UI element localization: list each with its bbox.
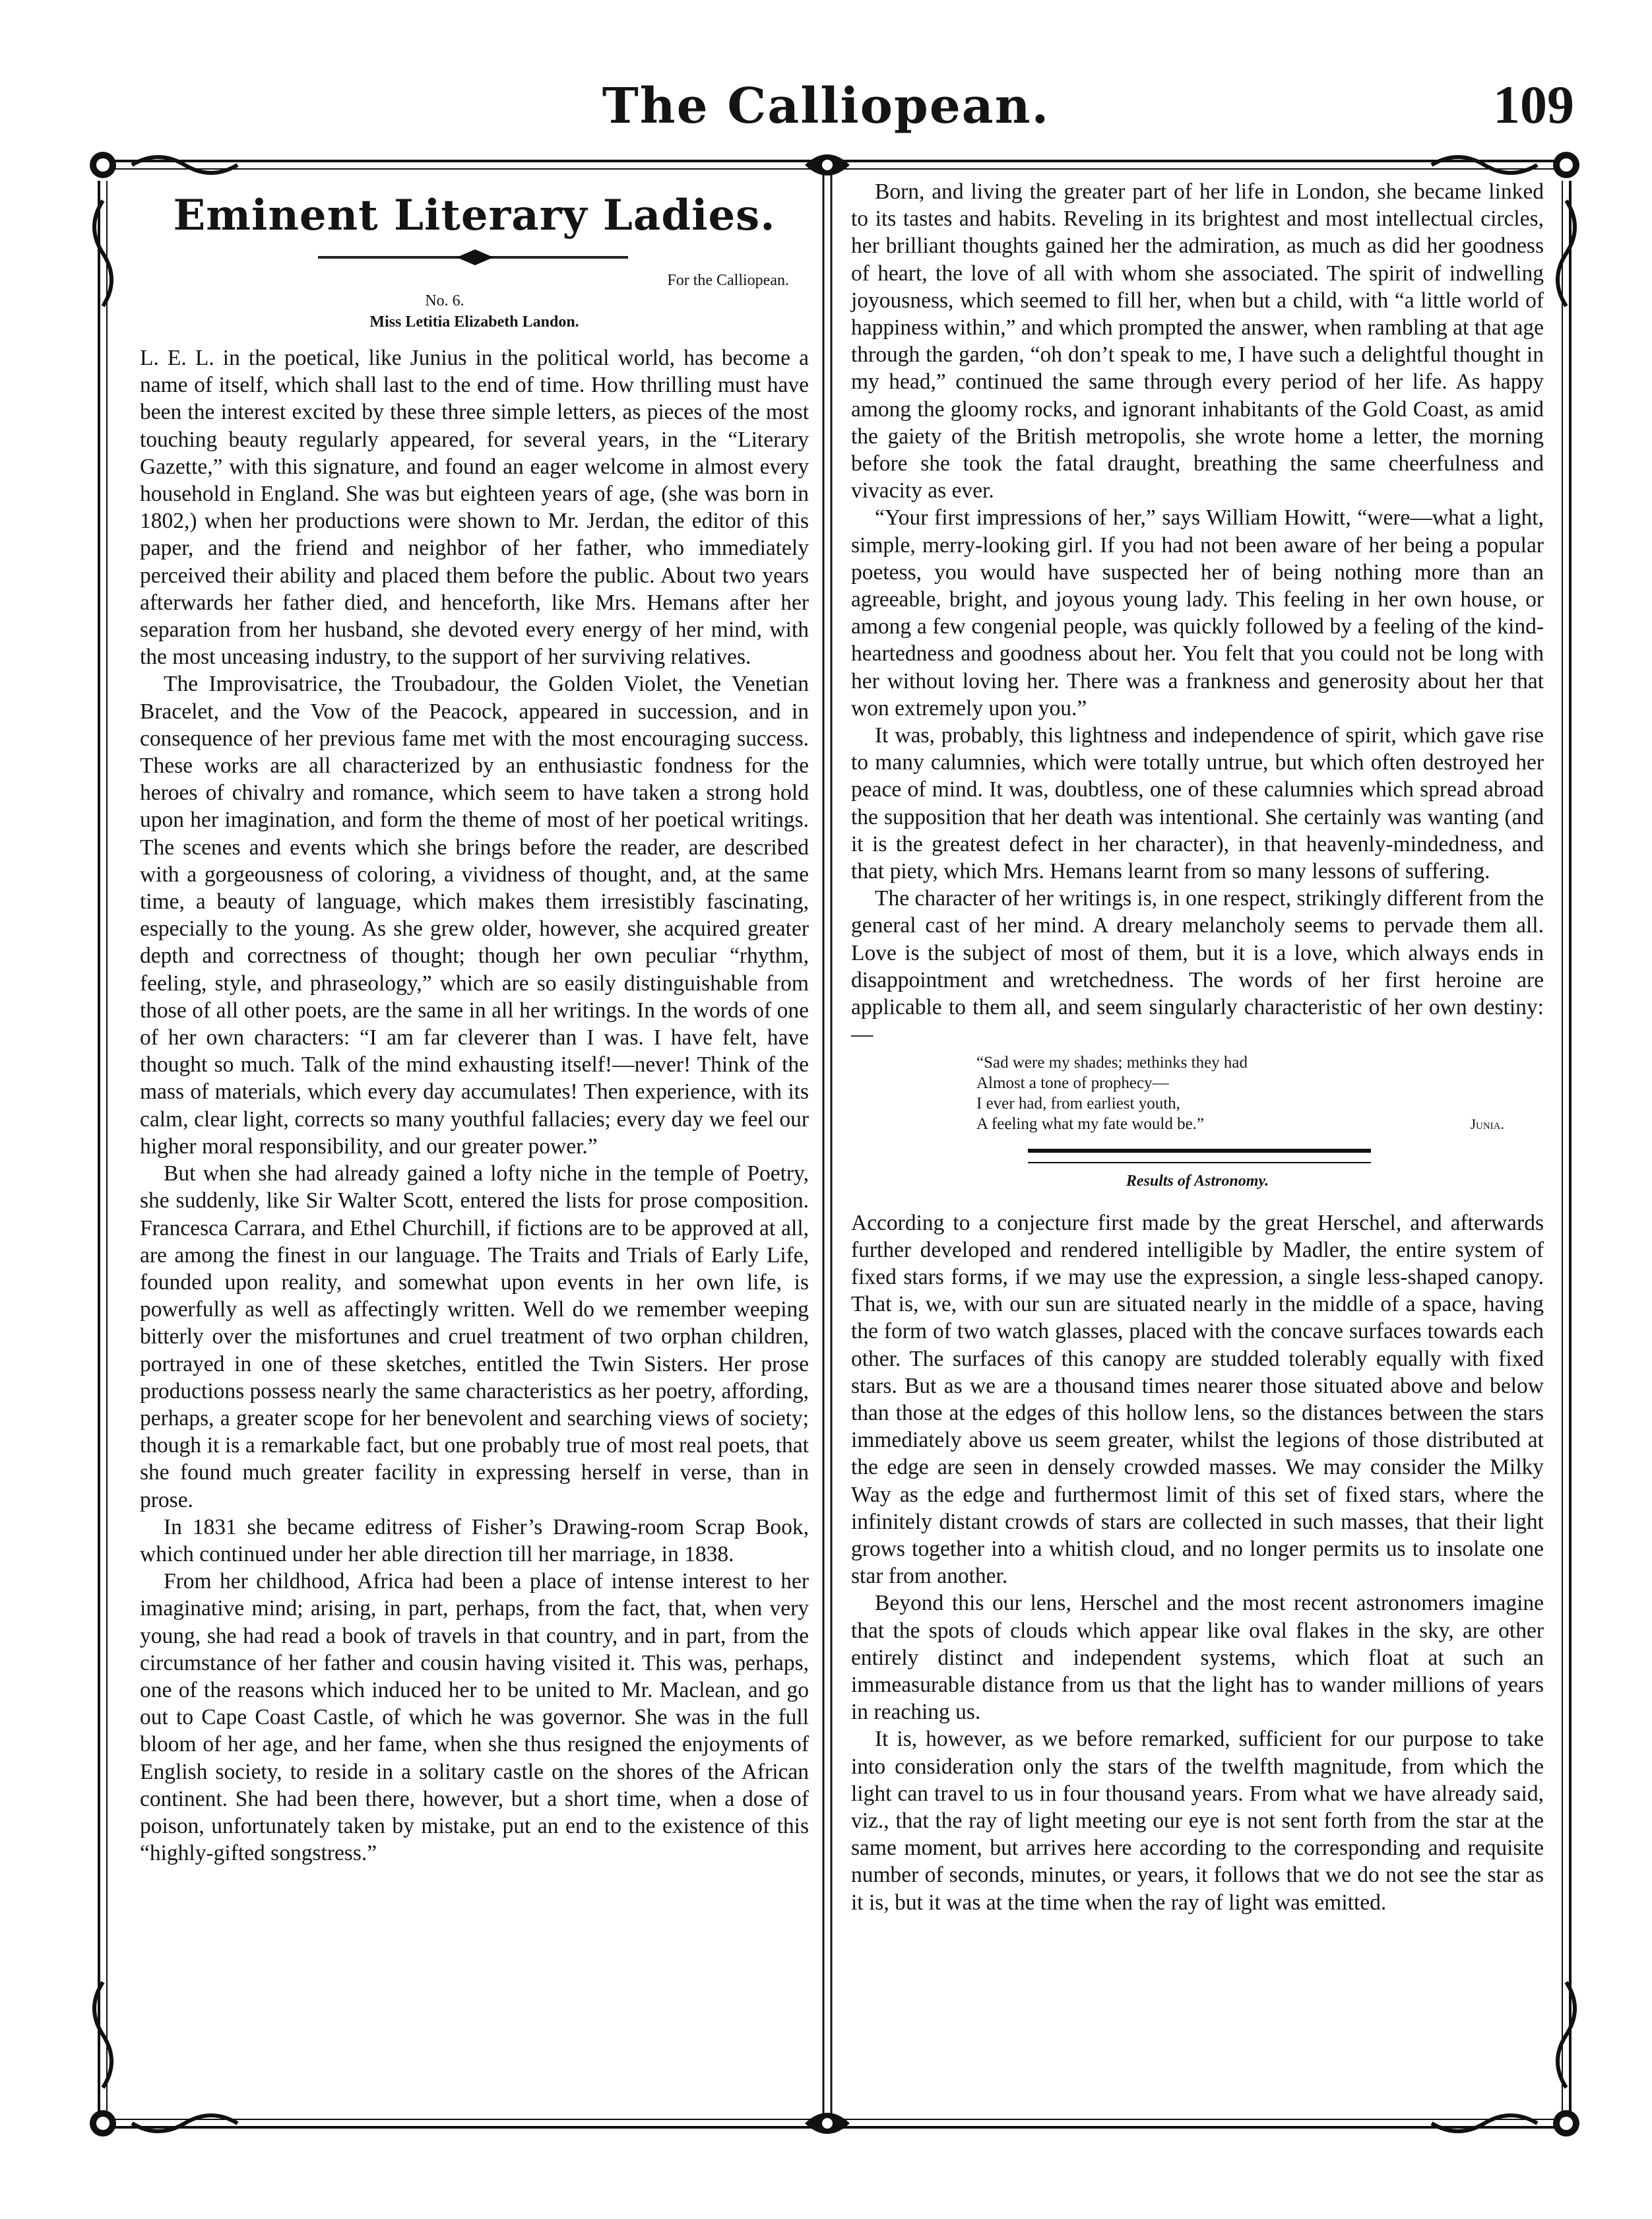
masthead bbox=[0, 75, 1652, 141]
poem-signature: Junia. bbox=[1470, 1115, 1504, 1132]
poem-line: A feeling what my fate would be.” bbox=[976, 1114, 1205, 1133]
paragraph: But when she had already gained a lofty niche in the temple of Poetry, she suddenly, like Sir Walter Scott, entered the lists for prose composition. Francesca Carrara, and Ethel Churchill, if fictions are to be approved at all, are among the finest in our language. The Traits and Trials of Early Life, founded upon reality, and somewhat upon events in her own life, is powerfully as well as affectingly written. Well do we remember weeping bitterly over the misfortunes and cruel treatment of two orphan children, portrayed in one of these sketches, entitled the Twin Sisters. Her prose productions possess nearly the same characteristics as her poetry, affording, perhaps, a greater scope for her benevolent and searching views of society; though it is a remarkable fact, but one probably true of most real poets, that she found much greater facility in expressing herself in verse, than in prose. bbox=[140, 1161, 809, 1512]
title-rule bbox=[140, 239, 809, 271]
poem bbox=[976, 1052, 1504, 1134]
paragraph: Born, and living the greater part of her life in London, she became linked to its tastes and habits. Reveling in its brightest and most intellectual circles, her brilliant thoughts gained her the admiration, as much as did her goodness of heart, the love of all with whom she associated. The spirit of indwelling joyousness, which seemed to fill her, when but a child, with “a little world of happiness within,” and which prompted the answer, when rambling at that age through the garden, “oh don’t speak to me, I have such a delightful thought in my head,” continued the same through every period of her life. As happy among the gloomy rocks, and ignorant inhabitants of the Gold Coast, as amid the gaiety of the British metropolis, she wrote home a letter, the morning before she took the fatal draught, breathing the same cheerfulness and vivacity as ever. bbox=[851, 179, 1544, 503]
article-subject: Miss Letitia Elizabeth Landon. bbox=[369, 313, 579, 331]
poem-line: I ever had, from earliest youth, bbox=[976, 1094, 1180, 1112]
paragraph: “Your first impressions of her,” says William Howitt, “were—what a light, simple, merry-looking girl. If you had not been aware of her being a popular poetess, you would have suspected her of being nothing more than an agreeable, bright, and joyous young lady. This feeling in her own house, or among a few congenial people, was quickly followed by a feeling of the kind-heartedness and goodness about her. You felt that you could not be long with her without loving her. There was a frankness and generosity about her that won extremely upon you.” bbox=[851, 505, 1544, 721]
paragraph: According to a conjecture first made by the great Herschel, and afterwards further developed and rendered intelligible by Madler, the entire system of fixed stars forms, if we may use the expression, a single less-shaped canopy. That is, we, with our sun are situated nearly in the middle of a space, having the form of two watch glasses, placed with the concave surfaces towards each other. The surfaces of this canopy are studded tolerably equally with fixed stars. But as we are a thousand times nearer those situated above and below than those at the edges of this hollow lens, so the distances between the stars immediately above us seem greater, whilst the legions of those distributed at the edge are seen in densely crowded masses. We may consider the Milky Way as the edge and furthermost limit of this set of fixed stars, where the infinitely distant crowds of stars are collected in such masses, that their light grows together into a whitish cloud, and no longer permits us to insolate one star from another. bbox=[851, 1210, 1544, 1589]
left-column bbox=[140, 178, 809, 1867]
paragraph: In 1831 she became editress of Fisher’s Drawing-room Scrap Book, which continued under her able direction till her marriage, in 1838. bbox=[140, 1514, 809, 1566]
paragraph: From her childhood, Africa had been a place of intense interest to her imaginative mind; arising, in part, perhaps, from the fact, that, when very young, she had read a book of travels in that country, and in part, from the circumstance of her father and cousin having visited it. This was, perhaps, one of the reasons which induced her to be united to Mr. Maclean, and go out to Cape Coast Castle, of which he was governor. She was in the full bloom of her age, and her fame, when she thus resigned the enjoyments of English society, to reside in a solitary castle on the shores of the African continent. She had been there, however, but a short time, when a dose of poison, unfortunately taken by mistake, put an end to the existence of this “highly-gifted songstress.” bbox=[140, 1569, 809, 1866]
poem-line: “Sad were my shades; methinks they had bbox=[976, 1053, 1248, 1072]
section-divider bbox=[1028, 1149, 1371, 1163]
paragraph: L. E. L. in the poetical, like Junius in the political world, has become a name of itself, which shall last to the end of time. How thrilling must have been the interest excited by these three simple letters, as pieces of the most touching beauty regularly appeared, for several years, in the “Literary Gazette,” with this signature, and found an eager welcome in almost every household in England. She was but eighteen years of age, (she was born in 1802,) when her productions were shown to Mr. Jerdan, the editor of this paper, and the friend and neighbor of her father, who immediately perceived their ability and placed them before the public. About two years afterwards her father died, and henceforth, like Mrs. Hemans after her separation from her husband, she devoted every energy of her mind, with the most unceasing industry, to the support of her surviving relatives. bbox=[140, 346, 809, 670]
section-title: Results of Astronomy. bbox=[1126, 1172, 1269, 1190]
rule-diamond-ornament bbox=[457, 249, 493, 265]
page-number: 109 bbox=[1493, 75, 1574, 135]
paragraph: It is, however, as we before remarked, sufficient for our purpose to take into consideration only the stars of the twelfth magnitude, from which the light can travel to us in four thousand years. From what we have already said, viz., that the ray of light meeting our eye is not sent forth from the star at the same moment, but arrives here according to the corresponding and requisite number of seconds, minutes, or years, it follows that we do not see the star as it is, but it was at the time when the ray of light was emitted. bbox=[851, 1727, 1544, 1915]
article-number: No. 6. bbox=[425, 292, 464, 309]
poem-line: Almost a tone of prophecy— bbox=[976, 1074, 1169, 1092]
article-title: Eminent Literary Ladies. bbox=[173, 191, 776, 240]
newspaper-title: The Calliopean. bbox=[602, 78, 1050, 135]
article-source: For the Calliopean. bbox=[667, 272, 789, 289]
paragraph: The character of her writings is, in one respect, strikingly different from the general cast of her mind. A dreary melancholy seems to pervade them all. Love is the subject of most of them, but it is a love, which always ends in disappointment and wretchedness. The words of her first heroine are applicable to them all, and seem singularly characteristic of her own destiny:— bbox=[851, 886, 1544, 1047]
right-column bbox=[851, 178, 1544, 1916]
paragraph: It was, probably, this lightness and independence of spirit, which gave rise to many calumnies, which were totally untrue, but which often destroyed her peace of mind. It was, doubtless, one of these calumnies which spread abroad the supposition that her death was intentional. She certainly was wanting (and it is the greatest defect in her character), in that heavenly-mindedness, and that piety, which Mrs. Hemans learnt from so many lessons of suffering. bbox=[851, 723, 1544, 884]
paragraph: Beyond this our lens, Herschel and the most recent astronomers imagine that the spots of clouds which appear like oval flakes in the sky, are other entirely distinct and independent systems, which float at such an immeasurable distance from us that the light has to wander millions of years in reaching us. bbox=[851, 1591, 1544, 1725]
paragraph: The Improvisatrice, the Troubadour, the Golden Violet, the Venetian Bracelet, and the Vow of the Peacock, appeared in succession, and in consequence of her previous fame met with the most encouraging success. These works are all characterized by an enthusiastic fondness for the heroes of chivalry and romance, which seem to have taken a strong hold upon her imagination, and form the theme of most of her poetical writings. The scenes and events which she brings before the reader, are described with a gorgeousness of coloring, a vividness of thought, and, at the same time, a beauty of language, which makes them irresistibly fascinating, especially to the young. As she grew older, however, she acquired greater depth and correctness of thought; though her own peculiar “rhythm, feeling, style, and phraseology,” which are so easily distinguishable from those of all other poets, are the same in all her writings. In the words of one of her own characters: “I am far cleverer than I was. I have felt, have thought so much. Talk of the mind exhausting itself!—never! Think of the mass of materials, which every day accumulates! Then experience, with its calm, clear light, corrects so many youthful fallacies; every day we feel our higher moral responsibility, and our greater power.” bbox=[140, 672, 809, 1159]
